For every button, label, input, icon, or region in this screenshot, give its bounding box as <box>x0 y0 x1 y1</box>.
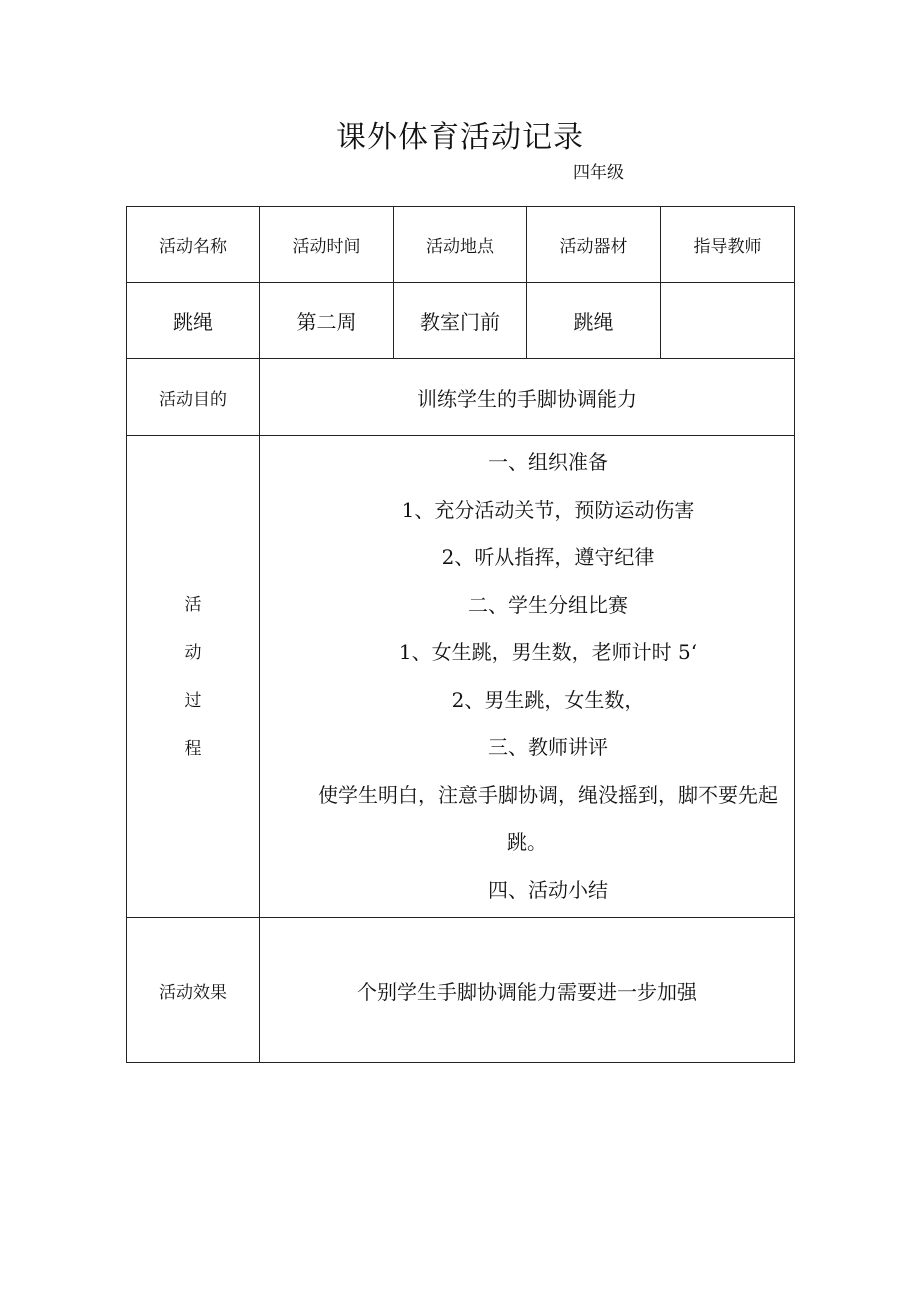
grade-label: 四年级 <box>573 163 624 183</box>
process-line: 三、教师讲评 <box>488 735 608 759</box>
value-activity-name: 跳绳 <box>127 283 260 359</box>
process-line: 一、组织准备 <box>488 450 608 474</box>
header-activity-location: 活动地点 <box>394 207 527 283</box>
purpose-row <box>127 359 795 436</box>
process-label-char: 活 <box>184 594 202 615</box>
header-activity-name: 活动名称 <box>127 207 260 283</box>
process-line: 1、女生跳，男生数，老师计时 5‘ <box>398 640 698 664</box>
process-line: 2、男生跳，女生数， <box>451 687 645 712</box>
value-activity-equipment: 跳绳 <box>527 283 661 359</box>
header-activity-equipment: 活动器材 <box>527 207 661 283</box>
activity-record-table <box>126 206 795 1063</box>
process-line: 二、学生分组比赛 <box>468 592 628 617</box>
effect-row <box>127 918 795 1063</box>
page-title: 课外体育活动记录 <box>336 120 584 155</box>
process-line: 使学生明白，注意手脚协调，绳没摇到，脚不要先起跳。 <box>318 782 778 854</box>
process-label-char: 动 <box>184 642 202 663</box>
effect-label: 活动效果 <box>127 918 260 1063</box>
value-row <box>127 283 795 359</box>
purpose-value: 训练学生的手脚协调能力 <box>260 359 795 436</box>
process-row <box>127 436 795 918</box>
header-activity-time: 活动时间 <box>260 207 394 283</box>
process-line: 1、充分活动关节，预防运动伤害 <box>401 497 695 522</box>
value-activity-time: 第二周 <box>260 283 394 359</box>
value-activity-location: 教室门前 <box>394 283 527 359</box>
process-line: 四、活动小结 <box>488 877 608 902</box>
process-label <box>127 436 260 918</box>
header-row <box>127 207 795 283</box>
effect-value: 个别学生手脚协调能力需要进一步加强 <box>260 918 795 1063</box>
process-label-char: 过 <box>184 690 202 711</box>
value-instructor <box>661 283 795 359</box>
purpose-label: 活动目的 <box>127 359 260 436</box>
process-content <box>260 436 795 918</box>
process-label-char: 程 <box>184 738 202 759</box>
header-instructor: 指导教师 <box>661 207 795 283</box>
process-line: 2、听从指挥，遵守纪律 <box>441 545 655 569</box>
